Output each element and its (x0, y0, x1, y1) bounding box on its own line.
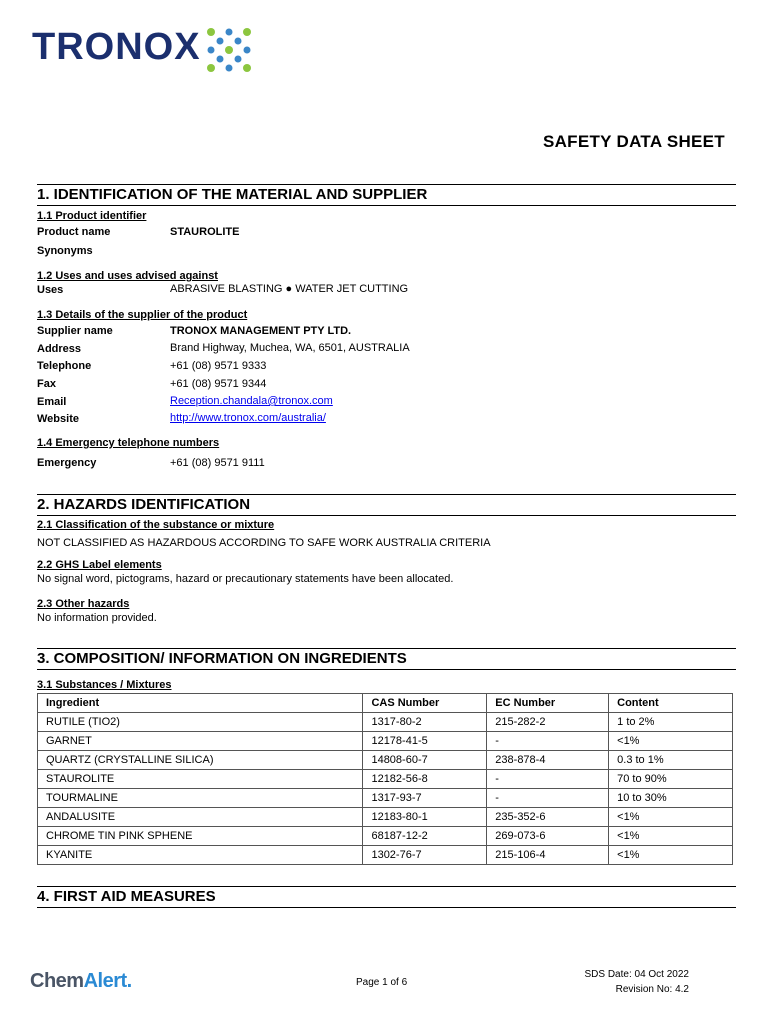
table-row (38, 713, 733, 732)
email-label: Email (37, 396, 67, 408)
ec-cell: 235-352-6 (487, 808, 609, 827)
uses-label: Uses (37, 284, 64, 296)
classification-text: NOT CLASSIFIED AS HAZARDOUS ACCORDING TO SAFE WORK AUSTRALIA CRITERIA (37, 537, 491, 549)
subsection-1-1: 1.1 Product identifier (37, 210, 147, 222)
cas-cell: 1302-76-7 (363, 846, 487, 865)
emergency-label: Emergency (37, 457, 97, 469)
section-3-heading: 3. COMPOSITION/ INFORMATION ON INGREDIENTS (37, 648, 736, 670)
section-4-heading: 4. FIRST AID MEASURES (37, 886, 736, 908)
subsection-3-1: 3.1 Substances / Mixtures (37, 679, 172, 691)
subsection-1-4: 1.4 Emergency telephone numbers (37, 437, 220, 449)
ingredient-cell: QUARTZ (CRYSTALLINE SILICA) (38, 751, 363, 770)
table-row (38, 751, 733, 770)
other-hazards-text: No information provided. (37, 612, 157, 624)
fax-value: +61 (08) 9571 9344 (170, 378, 267, 390)
subsection-1-2: 1.2 Uses and uses advised against (37, 270, 218, 282)
column-header: Ingredient (38, 694, 363, 713)
column-header: Content (609, 694, 733, 713)
tronox-logo-text: TRONOX (32, 26, 201, 68)
website-link[interactable]: http://www.tronox.com/australia/ (170, 412, 326, 424)
address-label: Address (37, 343, 82, 355)
cas-cell: 68187-12-2 (363, 827, 487, 846)
supplier-name-value: TRONOX MANAGEMENT PTY LTD. (170, 325, 352, 337)
telephone-label: Telephone (37, 360, 92, 372)
ec-cell: 215-106-4 (487, 846, 609, 865)
supplier-name-label: Supplier name (37, 325, 113, 337)
content-cell: <1% (609, 827, 733, 846)
emergency-value: +61 (08) 9571 9111 (170, 457, 265, 469)
table-row (38, 808, 733, 827)
chemalert-logo-part: Alert. (83, 970, 132, 992)
chemalert-logo-part: Chem (30, 970, 84, 992)
product-name-value: STAUROLITE (170, 226, 240, 238)
cas-cell: 1317-80-2 (363, 713, 487, 732)
subsection-2-3: 2.3 Other hazards (37, 598, 130, 610)
content-cell: 70 to 90% (609, 770, 733, 789)
table-row (38, 770, 733, 789)
subsection-1-3: 1.3 Details of the supplier of the product (37, 309, 248, 321)
table-header-row (38, 694, 733, 713)
cas-cell: 12183-80-1 (363, 808, 487, 827)
synonyms-label: Synonyms (37, 245, 93, 257)
fax-label: Fax (37, 378, 56, 390)
subsection-2-1: 2.1 Classification of the substance or mixture (37, 519, 275, 531)
email-link[interactable]: Reception.chandala@tronox.com (170, 395, 333, 407)
section-2-heading: 2. HAZARDS IDENTIFICATION (37, 494, 736, 516)
ec-cell: 238-878-4 (487, 751, 609, 770)
tronox-molecule-logo-icon (203, 26, 255, 74)
section-1-heading: 1. IDENTIFICATION OF THE MATERIAL AND SUPPLIER (37, 184, 736, 206)
product-name-label: Product name (37, 226, 111, 238)
table-row (38, 846, 733, 865)
subsection-2-2: 2.2 GHS Label elements (37, 559, 162, 571)
address-value: Brand Highway, Muchea, WA, 6501, AUSTRALIA (170, 342, 410, 354)
revision-number: Revision No: 4.2 (615, 984, 689, 995)
ingredient-cell: ANDALUSITE (38, 808, 363, 827)
cas-cell: 12182-56-8 (363, 770, 487, 789)
content-cell: <1% (609, 732, 733, 751)
uses-value: ABRASIVE BLASTING ● WATER JET CUTTING (170, 283, 409, 295)
cas-cell: 1317-93-7 (363, 789, 487, 808)
content-cell: 0.3 to 1% (609, 751, 733, 770)
table-row (38, 789, 733, 808)
page-number: Page 1 of 6 (356, 977, 408, 988)
ingredient-cell: STAUROLITE (38, 770, 363, 789)
table-row (38, 827, 733, 846)
cas-cell: 12178-41-5 (363, 732, 487, 751)
ingredient-cell: GARNET (38, 732, 363, 751)
ec-cell: 215-282-2 (487, 713, 609, 732)
column-header: CAS Number (363, 694, 487, 713)
ingredient-cell: CHROME TIN PINK SPHENE (38, 827, 363, 846)
website-label: Website (37, 413, 79, 425)
ingredient-cell: RUTILE (TIO2) (38, 713, 363, 732)
table-row (38, 732, 733, 751)
ingredient-cell: KYANITE (38, 846, 363, 865)
ec-cell: - (487, 732, 609, 751)
content-cell: <1% (609, 808, 733, 827)
content-cell: <1% (609, 846, 733, 865)
content-cell: 1 to 2% (609, 713, 733, 732)
ec-cell: - (487, 770, 609, 789)
column-header: EC Number (487, 694, 609, 713)
content-cell: 10 to 30% (609, 789, 733, 808)
ec-cell: 269-073-6 (487, 827, 609, 846)
document-title: SAFETY DATA SHEET (542, 132, 725, 151)
ec-cell: - (487, 789, 609, 808)
ingredients-table (37, 693, 733, 865)
telephone-value: +61 (08) 9571 9333 (170, 360, 267, 372)
sds-date: SDS Date: 04 Oct 2022 (584, 969, 689, 980)
ghs-label-text: No signal word, pictograms, hazard or precautionary statements have been allocated. (37, 573, 454, 585)
ingredient-cell: TOURMALINE (38, 789, 363, 808)
cas-cell: 14808-60-7 (363, 751, 487, 770)
chemalert-logo (30, 970, 132, 993)
